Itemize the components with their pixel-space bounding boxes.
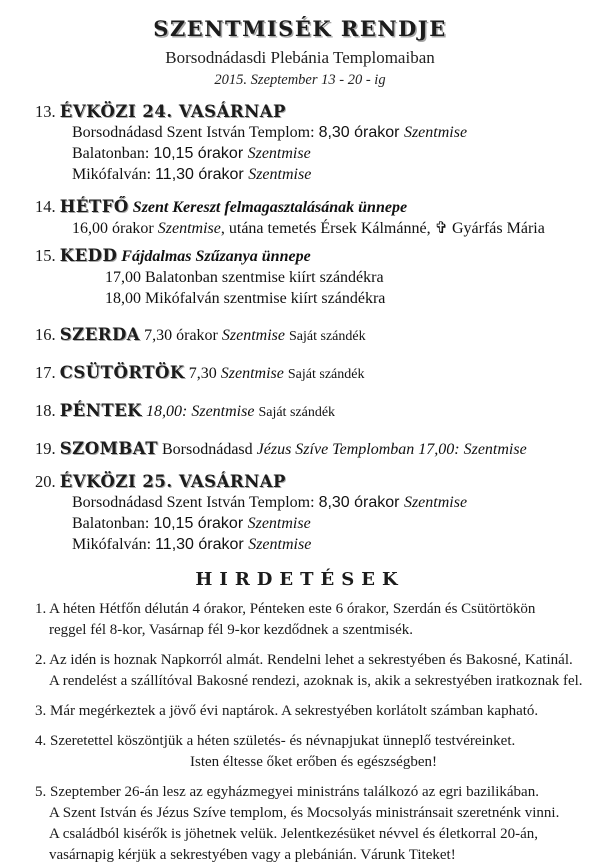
day-name: HÉTFŐ [59,197,129,216]
announcements-heading: HIRDETÉSEK [195,569,405,590]
mass-schedule-list [0,101,600,555]
text-segment: 16,00 órakor [72,220,158,237]
announcement-line: 1. A héten Hétfőn délután 4 órakor, Pénteken este 6 órakor, Szerdán és Csütörtökön [35,601,536,617]
schedule-item-heading [35,438,590,460]
date-range: 2015. Szeptember 13 - 20 - ig [214,72,386,88]
day-number: 13. [35,102,60,121]
announcement-item [35,782,592,866]
page-subtitle: Borsodnádasdi Plebánia Templomaiban [165,48,435,67]
text-segment: Mikófalván: [72,166,156,183]
announcement-line: A Szent István és Jézus Szíve templom, és Mocsolyás ministránsait szeretnénk vinni. [49,805,560,821]
text-segment: Saját szándék [258,405,336,420]
text-segment: Mikófalván: [72,536,156,553]
schedule-item-heading [35,196,590,218]
announcement-item [35,701,592,722]
text-segment: Borsodnádasd [157,441,257,458]
schedule-item [35,324,590,347]
day-number: 19. [35,439,60,458]
text-segment: Szentmise [248,166,312,183]
text-segment: Szentmise [403,494,468,511]
day-name: ÉVKÖZI 24. VASÁRNAP [59,102,286,121]
text-segment: Jézus Szíve Templomban 17,00: Szentmise [256,441,527,458]
schedule-item-heading [35,324,590,347]
schedule-item [35,400,590,423]
text-segment: 10,15 órakor [153,515,248,532]
schedule-detail-line [35,492,590,513]
day-number: 15. [35,246,60,265]
announcement-line: 4. Szeretettel köszöntjük a héten születés- és névnapjukat ünneplő testvéreinket. [35,733,516,749]
announcement-line: A rendelést a szállítóval Bakosné rendezi, azoknak is, akik a sekrestyében iratkoznak fel. [49,673,583,689]
announcement-line: reggel fél 8-kor, Vasárnap fél 9-kor kezdődnek a szentmisék. [49,622,413,638]
text-segment: Szentmise [221,327,289,344]
text-segment: 11,30 órakor [155,166,249,183]
day-name: SZERDA [59,325,141,344]
text-segment: Saját szándék [289,329,366,344]
schedule-item [35,362,590,385]
schedule-item-heading [35,245,590,267]
text-segment: Borsodnádasd Szent István Templom: [72,124,319,141]
day-name: ÉVKÖZI 25. VASÁRNAP [59,472,286,491]
day-number: 16. [35,325,60,344]
schedule-item-heading [35,101,590,122]
schedule-item-heading [35,471,590,492]
announcements-list [0,599,600,866]
schedule-detail-line [35,288,590,309]
announcement-item [35,731,592,773]
announcement-line: vasárnapig kérjük a sekrestyében vagy a plebánián. Várunk Titeket! [49,847,456,863]
day-number: 17. [35,363,60,382]
schedule-detail-line [35,143,590,164]
announcement-line: 5. Szeptember 26-án lesz az egyházmegyei ministráns találkozó az egri bazilikában. [35,784,539,800]
text-segment: 18,00: Szentmise [142,403,259,420]
schedule-item [35,196,590,239]
announcement-line: 2. Az idén is hoznak Napkorról almát. Rendelni lehet a sekrestyében és Bakosné, Katinál. [35,652,573,668]
announcement-line: Isten éltesse őket erőben és egészségben! [190,754,437,770]
schedule-detail-line [35,164,590,185]
text-segment: Szentmise [403,124,468,141]
schedule-item [35,438,590,460]
text-segment: 8,30 órakor [318,494,404,511]
text-segment: Fájdalmas Szűzanya ünnepe [117,248,311,265]
announcement-line: 3. Már megérkeztek a jövő évi naptárok. A sekrestyében korlátolt számban kapható. [35,703,539,719]
day-name: CSÜTÖRTÖK [59,363,185,382]
text-segment: 17,00 Balatonban szentmise kiírt szándékra [105,269,384,286]
text-segment: 18,00 Mikófalván szentmise kiírt szándékra [105,290,386,307]
page-title: SZENTMISÉK RENDJE [153,16,447,41]
schedule-detail-line [35,267,590,288]
schedule-detail-line [35,513,590,534]
text-segment: Szentmise [247,145,311,162]
day-number: 14. [35,197,60,216]
text-segment: 11,30 órakor [155,536,249,553]
announcement-line: A családból kisérők is jöhetnek velük. Jelentkezésüket névvel és életkorral 20-án, [49,826,539,842]
text-segment: 7,30 órakor [140,327,222,344]
text-segment: Balatonban: [72,145,154,162]
schedule-detail-line [35,218,590,239]
text-segment: Saját szándék [287,367,365,382]
schedule-item-heading [35,362,590,385]
schedule-item-heading [35,400,590,423]
day-number: 18. [35,401,60,420]
text-segment: Szentmise [247,515,311,532]
announcement-item [35,650,592,692]
text-segment: Szentmise [248,536,312,553]
text-segment: Szentmise [220,365,288,382]
schedule-item [35,101,590,185]
text-segment: Borsodnádasd Szent István Templom: [72,494,319,511]
text-segment: 10,15 órakor [153,145,248,162]
schedule-item [35,245,590,309]
day-name: KEDD [59,246,118,265]
schedule-item [35,471,590,555]
announcement-item [35,599,592,641]
text-segment: 8,30 órakor [318,124,404,141]
schedule-detail-line [35,534,590,555]
day-name: PÉNTEK [59,401,143,420]
day-name: SZOMBAT [59,439,158,458]
day-number: 20. [35,472,60,491]
text-segment: Szent Kereszt felmagasztalásának ünnepe [128,199,408,216]
text-segment: Balatonban: [72,515,154,532]
schedule-detail-line [35,122,590,143]
text-segment: Szentmise [157,220,221,237]
text-segment: , utána temetés Érsek Kálmánné, ✞ Gyárfás Mária [220,220,545,237]
text-segment: 7,30 [184,365,221,382]
